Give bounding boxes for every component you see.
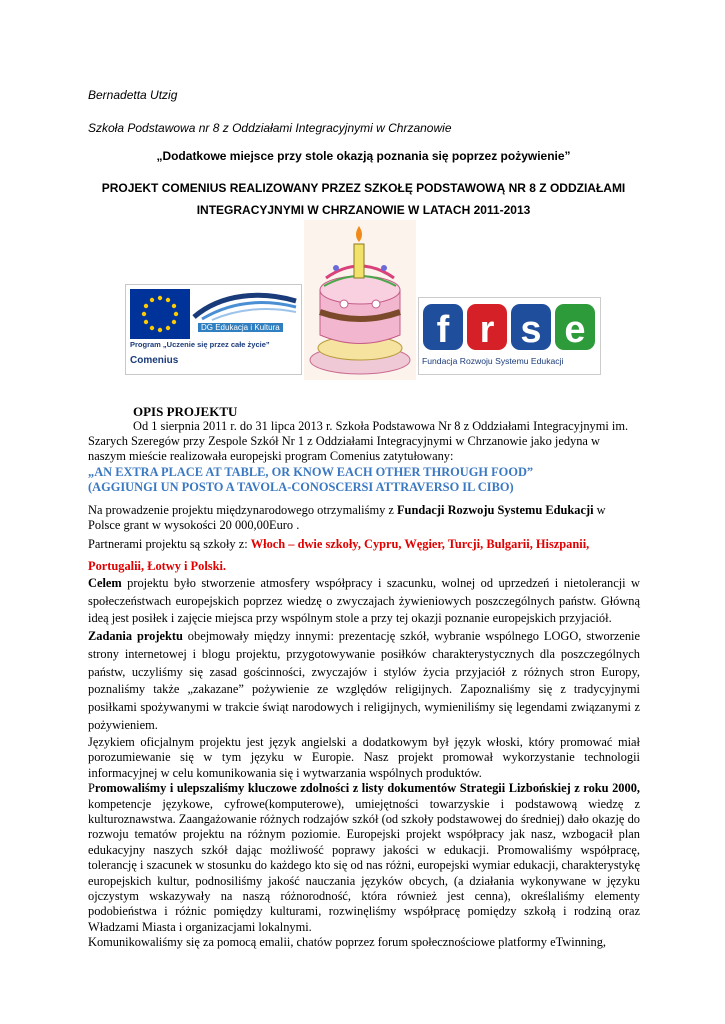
lisbon-initial: P <box>88 781 95 796</box>
frse-wordmark-icon <box>421 302 597 352</box>
comenius-swoosh-icon <box>192 291 298 321</box>
goal-paragraph <box>88 575 640 628</box>
communication-paragraph: Komunikowaliśmy się za pomocą emalii, chatów poprzez forum społecznościowe platformy eTwinning, <box>88 935 607 950</box>
svg-text:s: s <box>520 309 542 351</box>
document-subtitle: „Dodatkowe miejsce przy stole okazją poznania się poprzez pożywienie” <box>156 149 571 163</box>
project-title-en: „AN EXTRA PLACE AT TABLE, OR KNOW EACH OTHER THROUGH FOOD” <box>88 464 534 479</box>
grant-block <box>88 503 640 577</box>
goal-text: projektu było stworzenie atmosfery współpracy i szacunku, wolnej od uprzedzeń i nietolerancji w społeczeństwach europejskich poprzez wiedzę o zwyczajach żywieniowych poszczególnych państw. Główną ideą jest posiłek i zajęcie miejsca przy wspólnym stole a przy tej okazji poznanie europejskich przyjaciół. <box>88 576 640 626</box>
svg-text:r: r <box>479 309 495 351</box>
tasks-paragraph <box>88 628 640 734</box>
project-title: PROJEKT COMENIUS REALIZOWANY PRZEZ SZKOŁĘ PODSTAWOWĄ NR 8 Z ODDZIAŁAMI INTEGRACYJNYMI W CHRZANOWIE W LATACH 2011-2013 <box>101 181 626 217</box>
frse-caption: Fundacja Rozwoju Systemu Edukacji <box>422 356 564 366</box>
project-title-it: (AGGIUNGI UN POSTO A TAVOLA-CONOSCERSI ATTRAVERSO IL CIBO) <box>88 479 514 494</box>
lisbon-paragraph <box>88 781 640 935</box>
comenius-label: Comenius <box>130 355 179 366</box>
section-heading: OPIS PROJEKTU <box>133 404 238 419</box>
intro-paragraph: Od 1 sierpnia 2011 r. do 31 lipca 2013 r. Szkoła Podstawowa Nr 8 z Oddziałami Integracyjnymi im. Szarych Szeregów przy Zespole Szkół Nr 1 z Oddziałami Integracyjnymi w Chrzanowie jako jedyna w naszym mieście realizowała europejski program Comenius zatytułowany: <box>88 419 629 464</box>
cake-illustration <box>304 220 416 380</box>
partners-paragraph <box>88 533 640 577</box>
grant-paragraph <box>88 503 640 533</box>
eu-dg-label: DG Edukacja i Kultura <box>198 323 283 332</box>
goal-label: Celem <box>88 576 122 590</box>
grant-fund-name: Fundacji Rozwoju Systemu Edukacji <box>396 503 594 517</box>
grant-text-a: Na prowadzenie projektu międzynarodowego otrzymaliśmy z <box>88 503 397 517</box>
frse-logo <box>418 297 601 375</box>
language-block <box>88 735 640 951</box>
author-name: Bernadetta Utzig <box>88 88 178 102</box>
lisbon-bold: romowaliśmy i ulepszaliśmy kluczowe zdolności z listy dokumentów Strategii Lizbońskiej z roku 2000, <box>94 781 640 796</box>
partners-label: Partnerami projektu są szkoły z: <box>88 537 251 552</box>
grant-text-b: w Polsce grant w wysokości 20 000,00Euro . <box>88 503 606 533</box>
goal-block <box>88 575 640 734</box>
svg-text:f: f <box>436 309 450 351</box>
partners-list: Włoch – dwie szkoły, Cypru, Węgier, Turcji, Bulgarii, Hiszpanii, Portugalii, Łotwy i Polski. <box>88 537 590 574</box>
eu-flag-icon <box>130 289 190 339</box>
language-paragraph: Językiem oficjalnym projektu jest język angielski a dodatkowym był język włoski, który promować miał porozumiewanie się w tym języku w Europie. Nasz projekt promował wykorzystanie technologii informacyjnej w celu komunikowania się i wytwarzania wspólnych produktów. <box>88 735 640 780</box>
comenius-logo <box>125 284 302 375</box>
school-name: Szkoła Podstawowa nr 8 z Oddziałami Integracyjnymi w Chrzanowie <box>88 121 452 135</box>
intro-block <box>88 419 640 495</box>
eu-program-label: Program „Uczenie się przez całe życie” <box>130 340 270 349</box>
lisbon-text: kompetencje językowe, cyfrowe(komputerowe), umiejętności towarzyskie i podstawową wiedzę z kulturoznawstwa. Zaangażowanie różnych rodzajów szkół (od szkoły podstawowej do średniej) dało okazję do rozwoju tematów projektu na różnym poziomie. Europejski projekt współpracy jak nasz, wzbogacił plan edukacyjny naszych szkół dając możliwość poprawy jakości w edukacji. Promowaliśmy współpracę, tolerancję i szacunek w stosunku do każdego kto się od nas różni, europejski wymiar edukacji, charakterystykę europejskich kultur, podnosiliśmy jakość nauczania języków obcych, (a działania wykonywane w języku ojczystym wskazywały na naszą różnorodność, która również jest cenna), określaliśmy elementy podobieństwa i różnic pomiędzy kulturami, rozwinęliśmy współpracę pomiędzy szkołą i rodziną oraz Władzami Miasta i organizacjami lokalnymi. <box>88 796 640 934</box>
tasks-text: obejmowały między innymi: prezentację szkół, wybranie wspólnego LOGO, stworzenie strony internetowej i blogu projektu, przygotowywanie posiłków charakterystycznych dla poszczególnych państw, uczyliśmy się zasad gościnności, zwyczajów i stylów życia przyjaciół z różnych stron Europy, poznaliśmy także „zakazane” pożywienie ze względów religijnych. Zapoznaliśmy się z tradycyjnymi posiłkami spożywanymi w trakcie świąt narodowych i religijnych, wymieniliśmy się legendami związanymi z pożywieniem. <box>88 629 640 732</box>
tasks-label: Zadania projektu <box>88 629 183 644</box>
svg-text:e: e <box>564 309 586 351</box>
